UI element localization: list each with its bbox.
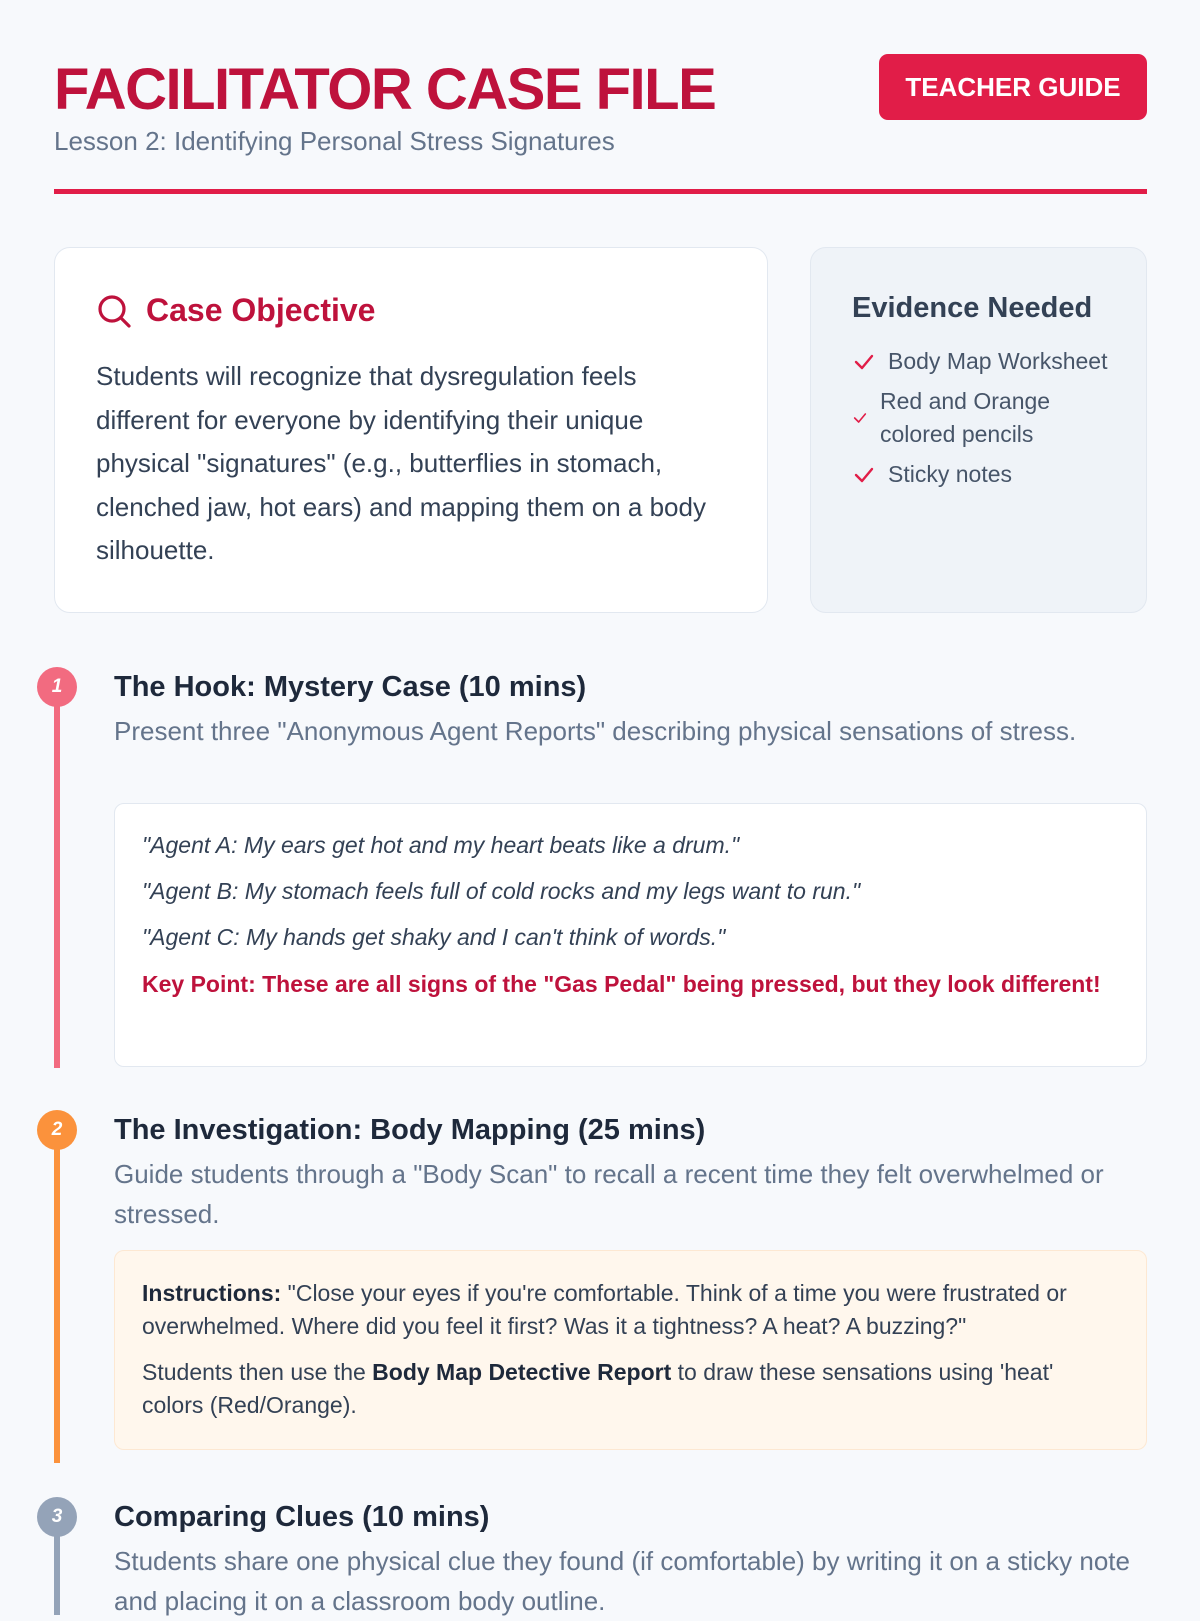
check-icon [852,410,868,426]
lesson-page [51,0,1147,1616]
step-description: Present three "Anonymous Agent Reports" describing physical sensations of stress. [114,716,1077,746]
timeline-step-3 [51,1497,1147,1616]
case-objective-card [54,247,768,613]
key-point: Key Point: These are all signs of the "Gas Pedal" being pressed, but they look different! [142,971,1101,997]
page-subtitle: Lesson 2: Identifying Personal Stress Signatures [54,126,615,156]
evidence-item [852,345,1126,378]
overview-cards [54,247,1147,613]
evidence-item-label: Red and Orange colored pencils [880,388,1051,447]
step-number-badge: 1 [37,667,77,707]
page-title: FACILITATOR CASE FILE [54,57,716,122]
instructions-paragraph [142,1277,1119,1343]
page-header [54,0,1147,194]
timeline-line [54,685,60,1068]
evidence-list [852,345,1126,491]
step-number-badge: 2 [37,1110,77,1150]
followup-text: to draw these sensations using 'heat' colors (Red/Orange). [142,1359,1054,1418]
agent-quote: "Agent C: My hands get shaky and I can't think of words." [142,924,726,950]
timeline-line [54,1128,60,1463]
teacher-guide-button[interactable]: TEACHER GUIDE [879,54,1147,120]
timeline-step-1 [51,667,1147,1072]
agent-reports-box [114,803,1147,1067]
evidence-item-label: Sticky notes [888,461,1012,487]
step-title: Comparing Clues (10 mins) [114,1501,490,1533]
case-objective-text: Students will recognize that dysregulation feels different for everyone by identifying their unique physical "signatures" (e.g., butterflies in stomach, clenched jaw, hot ears) and mapping them on a body silhouette. [96,361,706,565]
case-objective-title: Case Objective [146,292,376,328]
instructions-text: "Close your eyes if you're comfortable. Think of a time you were frustrated or overwhelmed. Where did you feel it first? Was it a tightness? A heat? A buzzing?" [142,1280,1067,1339]
worksheet-name: Body Map Detective Report [372,1359,672,1385]
instructions-box [114,1250,1147,1450]
evidence-card [810,247,1147,613]
instructions-label: Instructions: [142,1280,282,1306]
agent-quote: "Agent B: My stomach feels full of cold rocks and my legs want to run." [142,878,861,904]
step-description: Guide students through a "Body Scan" to recall a recent time they felt overwhelmed or stressed. [114,1159,1104,1229]
step-description: Students share one physical clue they found (if comfortable) by writing it on a sticky note and placing it on a classroom body outline. [114,1546,1130,1616]
check-icon [852,350,876,374]
timeline-step-2 [51,1110,1147,1460]
case-objective-header [96,292,727,329]
step-number-badge: 3 [37,1497,77,1537]
agent-quote: "Agent A: My ears get hot and my heart beats like a drum." [142,832,740,858]
evidence-title: Evidence Needed [852,292,1093,324]
followup-paragraph [142,1356,1119,1422]
step-title: The Investigation: Body Mapping (25 mins) [114,1114,706,1146]
evidence-item-label: Body Map Worksheet [888,348,1108,374]
evidence-item [852,385,1126,451]
evidence-item [852,458,1126,491]
search-icon [96,293,132,329]
step-title: The Hook: Mystery Case (10 mins) [114,671,587,703]
check-icon [852,463,876,487]
followup-text: Students then use the [142,1359,373,1385]
